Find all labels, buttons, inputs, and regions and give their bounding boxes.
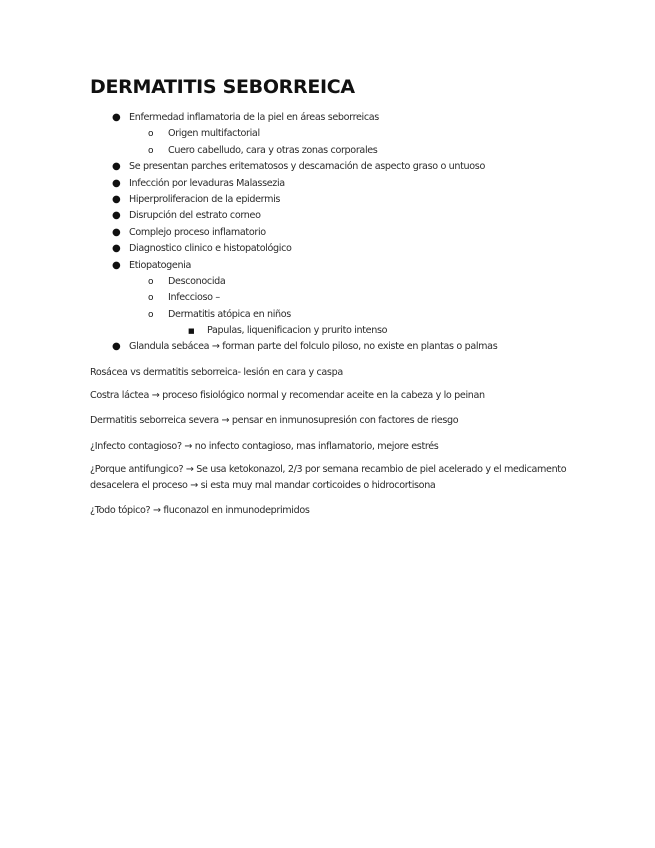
note-paragraph (90, 503, 630, 519)
bullet-dot-icon: ● (112, 210, 121, 222)
bullet-dot-icon: ● (112, 243, 121, 255)
notes-list (90, 110, 630, 356)
note-paragraph (90, 439, 630, 455)
bullet-circle-icon: o (148, 129, 154, 140)
list-item-text: Enfermedad inflamatoria de la piel en áreas seborreicas (129, 112, 379, 123)
paragraph-line: desacelera el proceso → si esta muy mal mandar corticoides o hidrocortisona (90, 480, 436, 491)
list-item-text: Se presentan parches eritematosos y descamación de aspecto graso o untuoso (129, 161, 485, 173)
note-paragraph (90, 413, 630, 429)
paragraph-line: Costra láctea → proceso fisiológico normal y recomendar aceite en la cabeza y lo peinan (90, 390, 485, 401)
list-item (90, 307, 630, 323)
list-item-text: Cuero cabelludo, cara y otras zonas corporales (168, 144, 378, 156)
list-item (90, 339, 630, 355)
paragraph-line: ¿Porque antifungico? → Se usa ketokonazol, 2/3 por semana recambio de piel acelerado y el medicamento (90, 464, 567, 475)
bullet-dot-icon: ● (112, 193, 121, 205)
list-item (90, 159, 630, 175)
list-item (90, 110, 630, 126)
bullet-circle-icon: o (148, 145, 154, 156)
note-paragraph (90, 388, 630, 404)
list-item (90, 208, 630, 224)
list-item-text: Glandula sebácea → forman parte del folculo piloso, no existe en plantas o palmas (129, 341, 498, 353)
list-item-text: Infección por levaduras Malassezia (129, 177, 285, 189)
bullet-circle-icon: o (148, 309, 154, 320)
paragraph-line: Dermatitis seborreica severa → pensar en inmunosupresión con factores de riesgo (90, 415, 459, 426)
list-item (90, 274, 630, 290)
list-item (90, 143, 630, 159)
bullet-dot-icon: ● (112, 259, 121, 271)
list-item (90, 323, 630, 339)
list-item (90, 290, 630, 306)
paragraph-line: ¿Infecto contagioso? → no infecto contagioso, mas inflamatorio, mejore estrés (90, 441, 439, 452)
bullet-dot-icon: ● (112, 161, 121, 173)
list-item (90, 192, 630, 208)
list-item-text: Hiperproliferacion de la epidermis (129, 193, 281, 205)
bullet-dot-icon: ● (112, 177, 121, 189)
list-item (90, 225, 630, 241)
bullet-dot-icon: ● (112, 341, 121, 353)
note-paragraph (90, 462, 630, 494)
list-item-text: Origen multifactorial (168, 128, 260, 140)
list-item-text: Complejo proceso inflamatorio (129, 226, 266, 238)
list-item (90, 176, 630, 192)
list-item (90, 241, 630, 257)
list-item-text: Diagnostico clinico e histopatológico (129, 243, 292, 255)
list-item-text: Etiopatogenia (129, 259, 192, 271)
paragraph-line: ¿Todo tópico? → fluconazol en inmunodeprimidos (90, 505, 310, 516)
bullet-dot-icon: ● (112, 226, 121, 238)
list-item-text: Disrupción del estrato corneo (129, 210, 261, 222)
note-paragraph (90, 365, 630, 381)
document-title: DERMATITIS SEBORREICA (90, 76, 355, 98)
bullet-dot-icon: ● (112, 112, 121, 123)
list-item (90, 126, 630, 142)
bullet-circle-icon: o (148, 293, 154, 304)
list-item-text: Desconocida (168, 275, 226, 287)
list-item-text: Dermatitis atópica en niños (168, 308, 291, 320)
bullet-square-icon: ■ (188, 327, 195, 336)
list-item-text: Papulas, liquenificacion y prurito intenso (207, 325, 388, 337)
list-item-text: Infeccioso – (168, 292, 220, 304)
bullet-circle-icon: o (148, 276, 154, 287)
list-item (90, 258, 630, 274)
paragraph-line: Rosácea vs dermatitis seborreica- lesión en cara y caspa (90, 367, 343, 378)
